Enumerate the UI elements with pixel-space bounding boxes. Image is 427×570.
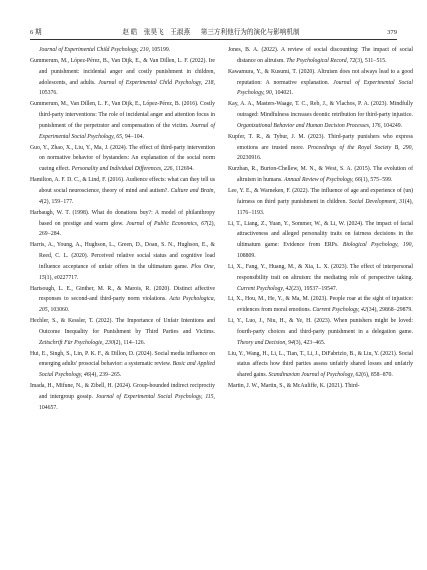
reference-text: Imada, H., Mifune, N., & Zibell, H. (2024). Group-bounded indirect reciprocity and intergroup gossip. [30,383,215,400]
reference-locator: 104657. [39,404,58,411]
reference-locator: (1), e0227717. [44,274,79,281]
reference-source: Zeitschrift Für Psychologie, 230 [39,339,114,346]
reference-source: Theory and Decision, 94 [237,339,294,346]
reference-locator: (3), 423−465. [293,339,326,346]
reference-source: Biological Psychology, 190, [342,242,413,249]
reference-text: Gummerum, M., Van Dillen, L. F., Van Dijk, E., López-Pérez, B. (2016). Costly third-party interventions: The role of incidental anger and attention focus in punishment of the perpetrator and compensation of the victim. [30,101,215,129]
reference-text: Martin, J. W., Martin, S., & McAuliffe, K. (2021). Third- [228,383,360,390]
reference-text: Li, T., Liang, Z., Yuan, Y., Sommer, W., & Li, W. (2024). The impact of facial attractiveness and alleged personality traits on fairness decisions in the ultimatum game: Evidence from ERPs. [228,220,413,249]
reference-entry [228,132,413,165]
references-right-column [228,45,413,392]
reference-text: Kupfer, T. R., & Tybur, J. M. (2023). Third-party punishers who express emotions are trusted more. [228,133,413,151]
reference-entry [228,349,413,382]
reference-text: Hui, E., Singh, S., Lin, P. K. F., & Dillon, D. (2024). Social media influence on emerging adults' prosocial behavior: a systematic review. [30,350,215,368]
reference-text: Hartsough, L. E., Ginther, M. R., & Marois, R. (2020). Distinct affective responses to second-and third-party norm violations. [30,285,215,303]
reference-source: Organizational Behavior and Human Decision Processes, 176, [237,122,382,129]
author-name: 赵 皓 [122,29,138,36]
reference-source: Journal of Experimental Social Psychology, 90, [237,79,413,97]
reference-entry [228,164,413,186]
reference-text: Kurzban, R., Burton-Chellew, M. N., & West, S. A. (2015). The evolution of altruism in humans. [228,166,413,184]
author-name: 张昊飞 [143,29,164,36]
reference-source: Social Development, 31 [348,198,405,205]
reference-entry [30,45,215,56]
reference-locator: 104021. [273,90,294,97]
reference-text: Kawamura, Y., & Kusumi, T. (2020). Altruism does not always lead to a good reputation: A normative explanation. [228,68,413,86]
reference-locator: 105199. [150,47,171,53]
running-header [30,27,397,40]
reference-locator: 108809. [237,253,256,260]
reference-entry [30,284,215,317]
reference-entry [30,381,215,414]
reference-source: Acta Psychologica, 205, [39,296,216,314]
reference-locator: (3), 511−515. [355,57,387,64]
reference-text: Lee, Y. E., & Warneken, F. (2022). The influence of age and experience of (un) fairness on third party punishment in children. [228,187,413,205]
reference-source: Plos One, 15 [39,263,216,281]
reference-locator: 112694. [173,166,194,173]
reference-text: Guo, Y., Zhao, X., Liu, Y., Ma, J. (2024). The effect of third-party intervention on normative behavior of bystanders: An explanation of the social norm cueing effect. [30,144,215,173]
reference-text: Harbaugh, W. T. (1998). What do donations buy?: A model of philanthropy based on prestige and warm glow. [30,209,215,227]
reference-entry [228,316,413,349]
reference-source: Basic and Applied Social Psychology, 46 [39,361,215,379]
reference-entry [228,99,413,132]
reference-entry [30,99,215,142]
reference-source: Journal of Public Economics, 67 [126,220,207,227]
references-left-column [30,45,215,414]
reference-locator: 104249. [381,122,403,129]
reference-locator: (4), 1176−1193. [237,198,413,216]
reference-text: Li, X., Hou, M., He, Y., & Ma, M. (2023). People roar at the sight of injustice: evidences from moral emotions. [228,296,413,314]
reference-source: Current Psychology, 42 [312,307,367,314]
reference-locator: (2), 159−177. [41,198,74,205]
reference-locator: 103060. [49,307,70,314]
reference-locator: (23), 19537−19547. [291,285,338,292]
reference-text: Gummerum, M., López-Pérez, B., Van Dijk, E., & Van Dillen, L. F. (2022). Ire and punishment: incidental anger and costly punishment in children, adolescents, and adults. [30,57,215,86]
author-name: 王淑燕 [170,29,191,36]
reference-source: Journal of Experimental Child Psychology, 210, [39,47,150,53]
reference-locator: (4), 239−265. [89,372,122,379]
reference-entry [228,45,413,67]
reference-text: Jones, B. A. (2022). A review of social discounting: The impact of social distance on altruism. [228,47,413,64]
reference-entry [228,294,413,316]
reference-text: Li, Y., Luo, J., Niu, H., & Ye, H. (2023). When punishers might be loved: fourth-party choices and third-party punishment in a delegation game. [228,318,413,335]
reference-source: Journal of Experimental Social Psychology, 115, [95,394,215,400]
reference-text: Harris, A., Young, A., Hughson, L., Green, D., Doan, S. N., Hughson, E., & Reed, C. L. (2020). Perceived relative social status and cognitive load influence acceptance of unfair offers in the ultimatum game. [30,242,215,270]
reference-locator: 94−104. [123,133,144,140]
reference-locator: (2), 114−126. [113,339,146,346]
issue-number: 6 期 [30,29,42,36]
reference-entry [30,349,215,382]
reference-source: Journal of Experimental Child Psychology, 218, [98,79,215,86]
reference-entry [30,316,215,349]
reference-source: Proceedings of the Royal Society B, 290, [307,144,413,151]
reference-entry [30,240,215,283]
reference-source: Journal of Experimental Social Psychology, 65, [39,122,215,140]
reference-text: Hechler, S., & Kessler, T. (2022). The Importance of Unfair Intentions and Outcome Inequality for Punishment by Third Parties and Victims. [30,318,215,335]
reference-source: Annual Review of Psychology, 66 [283,177,361,184]
reference-locator: 20230916. [237,155,262,162]
reference-locator: (34), 29868−29879. [366,307,413,314]
reference-text: Hamilton, A. F. D. C., & Lind, F. (2016). Audience effects: what can they tell us about social neuroscience, theory of mind and autism?. [30,177,215,194]
reference-source: Current Psychology, 42 [237,285,292,292]
reference-entry [30,208,215,241]
reference-entry [228,219,413,262]
reference-entry [228,262,413,295]
reference-entry [228,67,413,100]
header-center [30,27,397,39]
article-title: 第三方利他行为的演化与影响机制 [200,29,300,36]
reference-entry [30,56,215,99]
reference-text: Kay, A. A., Masters-Waage, T. C., Reb, J., & Vlachos, P. A. (2023). Mindfully outraged: Mindfulness increases deontic retribution for third-party injustice. [228,101,413,119]
reference-entry [228,381,413,392]
reference-source: The Psychological Record, 72 [286,57,356,64]
reference-source: Scandinavian Journal of Psychology, 62 [268,372,362,379]
reference-text: Li, X., Fang, Y., Huang, M., & Xia, L. X. (2023). The effect of interpersonal responsibility trait on altruism: the mediating role of perspective taking. [228,263,413,281]
page-number: 379 [387,29,397,36]
reference-entry [228,186,413,219]
reference-entry [30,143,215,176]
reference-source: Culture and Brain, 4 [39,187,215,205]
reference-source: Personality and Individual Differences, 226, [71,166,174,173]
reference-locator: (2), 269−284. [39,220,215,238]
reference-locator: (6), 858−870. [361,372,393,379]
reference-entry [30,175,215,208]
reference-locator: (1), 575−599. [360,177,393,184]
reference-text: Liu, Y., Wang, H., Li, L., Tian, T., Li, J., DiFabrizio, B., & Liu, Y. (2021). Social status affects how third parties assess unfairly shared losses and unfairly shared gains. [228,350,413,379]
reference-locator: 105376. [39,90,58,97]
